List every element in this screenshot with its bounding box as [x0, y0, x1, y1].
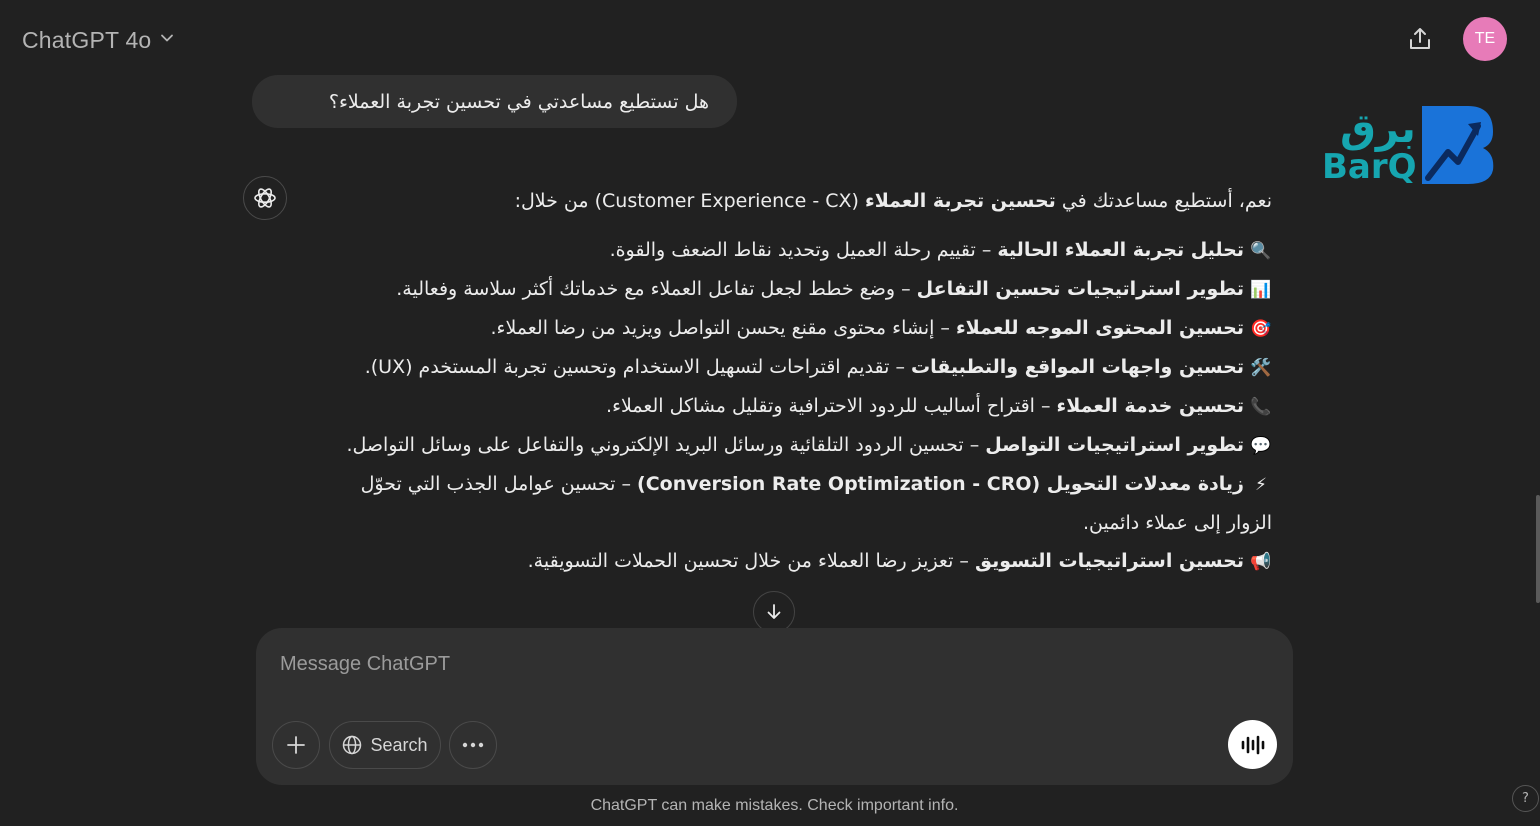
model-name: ChatGPT 4o — [22, 26, 152, 53]
barq-logo — [1318, 100, 1496, 190]
voice-mode-icon — [1240, 734, 1266, 756]
speech-bubble-icon: 💬 — [1250, 436, 1272, 456]
search-label: Search — [370, 734, 428, 755]
megaphone-icon: 📢 — [1250, 552, 1272, 572]
target-icon: 🎯 — [1250, 319, 1272, 339]
list-item: ⚡زيادة معدلات التحويل (Conversion Rate Optimization - CRO) – تحسين عوامل الجذب التي تحوّل الزوار إلى عملاء دائمين. — [330, 465, 1272, 542]
list-item: 📊تطوير استراتيجيات تحسين التفاعل – وضع خطط لجعل تفاعل العملاء مع خدماتك أكثر سلاسة وفعالية. — [330, 270, 1272, 309]
svg-text:برق: برق — [1340, 106, 1416, 152]
help-button[interactable]: ? — [1512, 785, 1539, 812]
add-button[interactable] — [272, 721, 320, 769]
user-message: هل تستطيع مساعدتي في تحسين تجربة العملاء؟ — [252, 75, 737, 128]
top-bar — [0, 0, 1540, 76]
arrow-down-icon — [764, 602, 784, 622]
answer-list — [330, 231, 1272, 581]
assistant-message — [330, 182, 1272, 628]
list-item: 📞تحسين خدمة العملاء – اقتراح أساليب للردود الاحترافية وتقليل مشاكل العملاء. — [330, 387, 1272, 426]
voice-mode-button[interactable] — [1228, 720, 1277, 769]
intro-bold: تحسين تجربة العملاء — [864, 190, 1056, 212]
scroll-to-bottom-button[interactable] — [753, 591, 795, 633]
lightning-icon: ⚡ — [1255, 475, 1267, 495]
model-selector[interactable] — [14, 22, 183, 58]
list-item: 🛠️تحسين واجهات المواقع والتطبيقات – تقديم اقتراحات لتسهيل الاستخدام وتحسين تجربة المستخدم (UX). — [330, 348, 1272, 387]
message-composer — [256, 628, 1293, 785]
more-options-button[interactable] — [449, 721, 497, 769]
intro-text-end: (Customer Experience - CX) من خلال: — [514, 190, 865, 212]
svg-text:BarQ: BarQ — [1322, 147, 1417, 187]
search-button[interactable] — [329, 721, 441, 769]
chart-icon: 📊 — [1250, 280, 1272, 300]
scrollbar-thumb[interactable] — [1536, 495, 1540, 603]
openai-logo-icon — [252, 185, 278, 211]
list-item: 🎯تحسين المحتوى الموجه للعملاء – إنشاء محتوى مقنع يحسن التواصل ويزيد من رضا العملاء. — [330, 309, 1272, 348]
phone-icon: 📞 — [1250, 397, 1272, 417]
list-item: 💬تطوير استراتيجيات التواصل – تحسين الردود التلقائية ورسائل البريد الإلكتروني والتفاعل على وسائل التواصل. — [330, 426, 1272, 465]
more-icon — [462, 742, 484, 748]
tools-icon: 🛠️ — [1250, 358, 1272, 378]
intro-text: نعم، أستطيع مساعدتك في — [1055, 190, 1272, 212]
chevron-down-icon — [159, 30, 175, 50]
list-item: 🔍تحليل تجربة العملاء الحالية – تقييم رحلة العميل وتحديد نقاط الضعف والقوة. — [330, 231, 1272, 270]
user-avatar[interactable]: TE — [1463, 17, 1507, 61]
assistant-avatar — [243, 176, 287, 220]
share-icon — [1406, 25, 1434, 53]
disclaimer-text: ChatGPT can make mistakes. Check important info. — [590, 797, 959, 814]
globe-icon — [342, 735, 362, 755]
list-item: 📢تحسين استراتيجيات التسويق – تعزيز رضا العملاء من خلال تحسين الحملات التسويقية. — [330, 542, 1272, 581]
message-input[interactable] — [278, 648, 1212, 680]
share-button[interactable] — [1400, 20, 1440, 58]
plus-icon — [285, 734, 307, 756]
magnifier-icon: 🔍 — [1250, 241, 1272, 261]
answer-intro — [330, 182, 1272, 220]
